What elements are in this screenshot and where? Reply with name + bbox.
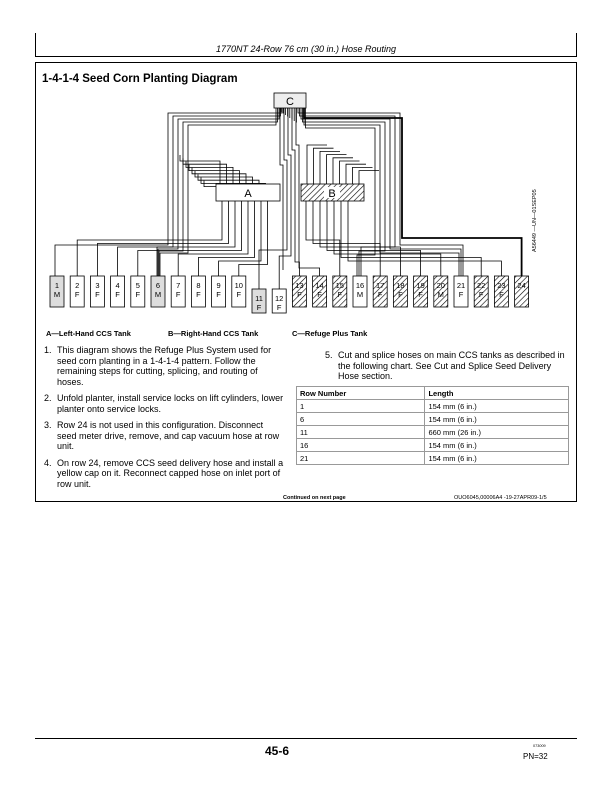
column-header-row-number: Row Number (297, 387, 425, 400)
row-number-label: 19 (416, 281, 425, 290)
row-type-label: F (337, 290, 343, 299)
row-number-label: 9 (216, 281, 221, 290)
continued-note: Continued on next page (283, 495, 346, 501)
step-item: 4. On row 24, remove CCS seed delivery hose and install a yellow cap on it. Reconnect capped hose on inlet port of row unit. (44, 457, 284, 489)
row-type-label: F (398, 290, 403, 299)
row-type-label: F (418, 290, 423, 299)
row-number-label: 24 (517, 281, 526, 290)
row-type-label: M (437, 290, 444, 299)
row-number-label: 5 (135, 281, 140, 290)
section-title: 1-4-1-4 Seed Corn Planting Diagram (42, 73, 238, 85)
row-type-label: F (135, 290, 141, 299)
row-number-label: 20 (436, 281, 445, 290)
row-number-label: 11 (255, 294, 263, 303)
table-row: 11 660 mm (26 in.) (297, 426, 569, 439)
row-number-label: 12 (275, 294, 284, 303)
row-number-label: 8 (196, 281, 201, 290)
row-type-label: F (115, 290, 120, 299)
row-number-label: 13 (295, 281, 304, 290)
row-number-label: 3 (95, 281, 100, 290)
table-header-row (297, 387, 569, 400)
document-code: OUO6045,00006A4 -19-27APR09-1/5 (454, 495, 547, 501)
step-item: 2. Unfold planter, install service locks on lift cylinders, lower planter onto service locks. (44, 393, 284, 414)
row-number-label: 21 (456, 281, 466, 290)
row-type-label: F (216, 290, 221, 299)
step-item: 3. Row 24 is not used in this configuration. Disconnect seed meter drive, remove, and cap vacuum hose at row unit. (44, 420, 280, 451)
figure-code: A56449 —UN—01SEP05 (532, 189, 538, 252)
row-number-label: 4 (115, 281, 120, 290)
page-header-title: 1770NT 24-Row 76 cm (30 in.) Hose Routing (215, 44, 397, 54)
footer-date-code: 073009 (533, 744, 546, 748)
row-number-label: 15 (335, 281, 344, 290)
step-item-5: 5. Cut and splice hoses on main CCS tanks as described in the following chart. See Cut and Splice Seed Delivery Hose section. (325, 350, 565, 381)
row-type-label: F (317, 290, 322, 299)
hose-lines (55, 108, 522, 289)
instruction-steps (44, 345, 284, 495)
row-number-label: 6 (155, 281, 161, 290)
row-number-label: 22 (477, 281, 486, 290)
row-type-label: F (499, 290, 504, 299)
row-type-label: F (297, 290, 302, 299)
row-type-label: M (154, 290, 162, 299)
page-number: 45-6 (265, 744, 290, 758)
table-row: 21 154 mm (6 in.) (297, 452, 569, 465)
legend-c: C—Refuge Plus Tank (292, 329, 368, 338)
row-number-label: 16 (355, 281, 365, 290)
row-type-label: F (478, 290, 484, 299)
legend-b: B—Right-Hand CCS Tank (168, 329, 259, 338)
row-number-label: 7 (176, 281, 181, 290)
legend-a: A—Left-Hand CCS Tank (46, 329, 131, 338)
row-number-label: 10 (234, 281, 243, 290)
row-number-label: 1 (54, 281, 60, 290)
table-row: 16 154 mm (6 in.) (297, 439, 569, 452)
row-type-label: F (377, 290, 383, 299)
row-type-label: F (256, 303, 262, 312)
row-type-label: F (196, 290, 201, 299)
row-type-label: F (458, 290, 464, 299)
row-type-label: F (236, 290, 242, 299)
row-type-label: F (175, 290, 181, 299)
row-number-label: 17 (376, 281, 385, 290)
row-number-label: 23 (497, 281, 506, 290)
row-type-label: F (74, 290, 80, 299)
tank-a-label: A (244, 188, 252, 200)
row-type-label: M (53, 290, 61, 299)
row-number-label: 2 (75, 281, 80, 290)
row-number-label: 18 (396, 281, 405, 290)
tank-b-label: B (328, 188, 336, 200)
step-item: 1. This diagram shows the Refuge Plus System used for seed corn planting in a 1-4-1-4 pattern. Follow the remaining steps for cutting, splicing, and routing of hoses. (44, 345, 272, 387)
tank-c-label: C (286, 96, 294, 108)
footer-rule (35, 738, 577, 739)
row-type-label: F (276, 303, 282, 312)
table-row: 1 154 mm (6 in.) (297, 400, 569, 413)
row-type-label: F (95, 290, 100, 299)
row-number-label: 14 (315, 281, 324, 290)
row-type-label: M (356, 290, 364, 299)
hose-length-table (296, 386, 569, 465)
table-row: 6 154 mm (6 in.) (297, 413, 569, 426)
column-header-length: Length (425, 387, 569, 400)
part-number: PN=32 (523, 752, 548, 761)
